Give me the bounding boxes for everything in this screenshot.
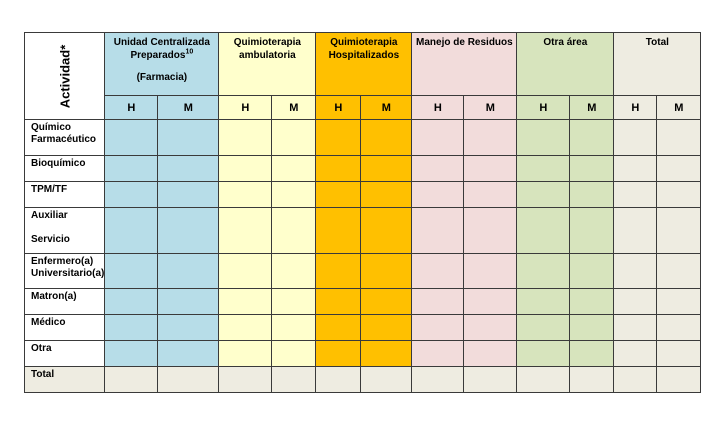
row-label-line1: Químico	[31, 122, 72, 133]
cell-ucp-m[interactable]	[158, 315, 219, 341]
cell-qhosp-m[interactable]	[361, 254, 412, 289]
cell-ucp-h[interactable]	[105, 315, 158, 341]
cell-total-m[interactable]	[657, 315, 701, 341]
cell-ucp-h[interactable]	[105, 208, 158, 254]
cell-ucp-m[interactable]	[158, 254, 219, 289]
cell-otra-h[interactable]	[517, 156, 570, 182]
cell-qamb-m[interactable]	[272, 254, 316, 289]
cell-total-h[interactable]	[614, 254, 657, 289]
cell-total-h[interactable]	[614, 367, 657, 393]
row-label-line1: Médico	[31, 317, 66, 328]
cell-qamb-h[interactable]	[219, 120, 272, 156]
cell-total-h[interactable]	[614, 208, 657, 254]
row-label-line2: Universitario(a)	[31, 268, 105, 279]
cell-ucp-h[interactable]	[105, 367, 158, 393]
cell-total-h[interactable]	[614, 120, 657, 156]
row-label-line2: Servicio	[31, 234, 70, 245]
cell-qamb-h[interactable]	[219, 341, 272, 367]
group-header-otra	[517, 33, 614, 96]
cell-qhosp-m[interactable]	[361, 289, 412, 315]
cell-ucp-h[interactable]	[105, 156, 158, 182]
cell-ucp-m[interactable]	[158, 156, 219, 182]
cell-total-m[interactable]	[657, 289, 701, 315]
cell-total-m[interactable]	[657, 120, 701, 156]
cell-ucp-m[interactable]	[158, 367, 219, 393]
cell-otra-m[interactable]	[570, 120, 614, 156]
row-label	[25, 341, 105, 367]
cell-resid-m[interactable]	[464, 182, 517, 208]
cell-otra-m[interactable]	[570, 254, 614, 289]
table-row	[25, 367, 701, 393]
cell-qamb-h[interactable]	[219, 289, 272, 315]
cell-qhosp-m[interactable]	[361, 367, 412, 393]
group-total-line1: Total	[645, 37, 669, 48]
cell-total-m[interactable]	[657, 208, 701, 254]
cell-qamb-h[interactable]	[219, 208, 272, 254]
cell-qamb-m[interactable]	[272, 182, 316, 208]
cell-ucp-h[interactable]	[105, 341, 158, 367]
row-label-line1: Otra	[31, 343, 52, 354]
row-label	[25, 182, 105, 208]
row-label-line1: Enfermero(a)	[31, 256, 94, 267]
cell-otra-m[interactable]	[570, 367, 614, 393]
cell-qhosp-h[interactable]	[316, 182, 361, 208]
qhosp-h-header: H	[316, 96, 361, 120]
footnote-superscript: 10	[185, 48, 194, 56]
total-m-header: M	[657, 96, 701, 120]
cell-total-m[interactable]	[657, 156, 701, 182]
cell-resid-h[interactable]	[412, 120, 464, 156]
qhosp-m-header: M	[361, 96, 412, 120]
cell-resid-h[interactable]	[412, 156, 464, 182]
cell-total-m[interactable]	[657, 182, 701, 208]
cell-resid-m[interactable]	[464, 315, 517, 341]
activity-header: Actividad*	[57, 44, 73, 108]
row-label	[25, 289, 105, 315]
cell-total-h[interactable]	[614, 156, 657, 182]
cell-qamb-m[interactable]	[272, 341, 316, 367]
group-resid-line1: Manejo de Residuos	[416, 37, 513, 48]
group-ucp-line3: (Farmacia)	[136, 72, 188, 83]
otra-h-header: H	[517, 96, 570, 120]
table-row	[25, 208, 701, 254]
cell-qamb-m[interactable]	[272, 367, 316, 393]
cell-resid-h[interactable]	[412, 315, 464, 341]
otra-m-header: M	[570, 96, 614, 120]
cell-resid-h[interactable]	[412, 182, 464, 208]
group-header-qamb	[219, 33, 316, 96]
cell-ucp-h[interactable]	[105, 254, 158, 289]
row-label-line1: Bioquímico	[31, 158, 86, 169]
table-row	[25, 156, 701, 182]
cell-qhosp-h[interactable]	[316, 120, 361, 156]
cell-qhosp-m[interactable]	[361, 341, 412, 367]
qamb-h-header: H	[219, 96, 272, 120]
cell-ucp-h[interactable]	[105, 120, 158, 156]
row-label-line1: TPM/TF	[31, 184, 68, 195]
cell-total-h[interactable]	[614, 341, 657, 367]
cell-qamb-h[interactable]	[219, 367, 272, 393]
cell-resid-h[interactable]	[412, 367, 464, 393]
row-label	[25, 208, 105, 254]
cell-resid-m[interactable]	[464, 254, 517, 289]
cell-qamb-h[interactable]	[219, 156, 272, 182]
row-label-line1: Total	[31, 369, 55, 380]
cell-total-m[interactable]	[657, 254, 701, 289]
table-row	[25, 182, 701, 208]
cell-ucp-h[interactable]	[105, 289, 158, 315]
cell-qamb-h[interactable]	[219, 254, 272, 289]
cell-otra-h[interactable]	[517, 367, 570, 393]
group-qamb-line1: Quimioterapia	[233, 37, 301, 48]
group-qhosp-line1: Quimioterapia	[330, 37, 398, 48]
cell-ucp-h[interactable]	[105, 182, 158, 208]
cell-qhosp-m[interactable]	[361, 182, 412, 208]
row-label-line1: Matron(a)	[31, 291, 77, 302]
row-label-line1: Auxiliar	[31, 210, 68, 221]
cell-qhosp-h[interactable]	[316, 315, 361, 341]
table-row	[25, 341, 701, 367]
cell-qhosp-m[interactable]	[361, 208, 412, 254]
cell-otra-m[interactable]	[570, 341, 614, 367]
cell-total-h[interactable]	[614, 315, 657, 341]
cell-ucp-m[interactable]	[158, 182, 219, 208]
cell-qamb-m[interactable]	[272, 156, 316, 182]
cell-resid-m[interactable]	[464, 341, 517, 367]
qamb-m-header: M	[272, 96, 316, 120]
cell-qamb-m[interactable]	[272, 315, 316, 341]
cell-resid-h[interactable]	[412, 289, 464, 315]
cell-qhosp-h[interactable]	[316, 254, 361, 289]
cell-otra-h[interactable]	[517, 208, 570, 254]
total-h-header: H	[614, 96, 657, 120]
row-label	[25, 254, 105, 289]
cell-resid-m[interactable]	[464, 367, 517, 393]
group-ucp-line1: Unidad Centralizada	[113, 37, 210, 48]
cell-otra-m[interactable]	[570, 182, 614, 208]
cell-qamb-m[interactable]	[272, 120, 316, 156]
cell-otra-m[interactable]	[570, 208, 614, 254]
group-qhosp-line2: Hospitalizados	[328, 50, 400, 61]
cell-resid-m[interactable]	[464, 120, 517, 156]
cell-qhosp-m[interactable]	[361, 315, 412, 341]
cell-otra-h[interactable]	[517, 341, 570, 367]
cell-qamb-m[interactable]	[272, 208, 316, 254]
cell-resid-h[interactable]	[412, 341, 464, 367]
cell-otra-h[interactable]	[517, 182, 570, 208]
hm-header-row	[25, 96, 701, 120]
cell-resid-m[interactable]	[464, 289, 517, 315]
cell-resid-m[interactable]	[464, 156, 517, 182]
cell-resid-h[interactable]	[412, 254, 464, 289]
cell-total-h[interactable]	[614, 182, 657, 208]
cell-total-h[interactable]	[614, 289, 657, 315]
cell-ucp-m[interactable]	[158, 341, 219, 367]
cell-resid-h[interactable]	[412, 208, 464, 254]
cell-total-m[interactable]	[657, 367, 701, 393]
cell-qhosp-h[interactable]	[316, 367, 361, 393]
group-ucp-line2: Preparados	[130, 50, 186, 61]
row-label	[25, 315, 105, 341]
row-label	[25, 367, 105, 393]
cell-resid-m[interactable]	[464, 208, 517, 254]
row-label	[25, 156, 105, 182]
row-label-line2: Farmacéutico	[31, 134, 97, 145]
cell-qamb-h[interactable]	[219, 182, 272, 208]
group-qamb-line2: ambulatoria	[239, 50, 296, 61]
cell-otra-h[interactable]	[517, 289, 570, 315]
group-header-ucp	[105, 33, 219, 96]
resid-m-header: M	[464, 96, 517, 120]
cell-otra-m[interactable]	[570, 156, 614, 182]
cell-otra-h[interactable]	[517, 120, 570, 156]
cell-qhosp-h[interactable]	[316, 289, 361, 315]
cell-ucp-m[interactable]	[158, 289, 219, 315]
resid-h-header: H	[412, 96, 464, 120]
group-header-total	[614, 33, 701, 96]
cell-otra-m[interactable]	[570, 289, 614, 315]
ucp-h-header: H	[105, 96, 158, 120]
cell-ucp-m[interactable]	[158, 208, 219, 254]
staff-activity-table	[24, 32, 701, 393]
ucp-m-header: M	[158, 96, 219, 120]
group-otra-line1: Otra área	[543, 37, 588, 48]
table-row	[25, 315, 701, 341]
row-label	[25, 120, 105, 156]
cell-total-m[interactable]	[657, 341, 701, 367]
cell-ucp-m[interactable]	[158, 120, 219, 156]
group-header-resid	[412, 33, 517, 96]
cell-qhosp-h[interactable]	[316, 208, 361, 254]
activity-header-cell	[25, 33, 105, 120]
cell-otra-m[interactable]	[570, 315, 614, 341]
table-row	[25, 254, 701, 289]
cell-otra-h[interactable]	[517, 254, 570, 289]
cell-qhosp-h[interactable]	[316, 341, 361, 367]
cell-qhosp-m[interactable]	[361, 120, 412, 156]
cell-qamb-m[interactable]	[272, 289, 316, 315]
cell-qhosp-h[interactable]	[316, 156, 361, 182]
table-row	[25, 289, 701, 315]
cell-qamb-h[interactable]	[219, 315, 272, 341]
table-row	[25, 120, 701, 156]
cell-otra-h[interactable]	[517, 315, 570, 341]
group-header-qhosp	[316, 33, 412, 96]
cell-qhosp-m[interactable]	[361, 156, 412, 182]
